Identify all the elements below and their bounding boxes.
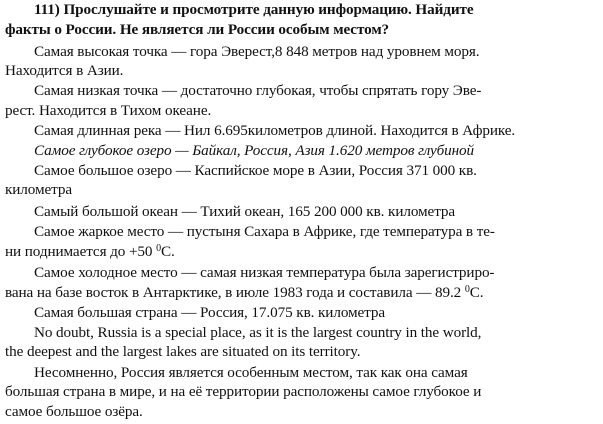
fact-hottest-place: Самое жаркое место — пустыня Сахара в Африке, где температура в те- xyxy=(34,222,495,240)
fact-largest-country: Самая большая страна — Россия, 17.075 кв. километра xyxy=(34,303,386,321)
hottest-temperature-text: ни поднимается до +50 xyxy=(5,242,157,260)
coldest-temperature-text: вана на базе восток в Антарктике, в июле 1983 года и составила — 89.2 xyxy=(5,284,465,301)
conclusion-line-1: Несомненно, Россия является особенным местом, так как она самая xyxy=(34,363,468,381)
degree-mark: 0 xyxy=(156,242,162,254)
exercise-heading-line-2: факты о России. Не является ли России особым местом? xyxy=(5,20,390,38)
exercise-number: 111) xyxy=(34,1,60,18)
fact-lowest-point: Самая низкая точка — достаточно глубокая, чтобы спрятать гору Эве- xyxy=(34,82,482,99)
fact-largest-ocean: Самый большой океан — Тихий океан, 165 200 000 кв. километра xyxy=(34,202,456,220)
english-paragraph-line-1: No doubt, Russia is a special place, as it is the largest country in the world, xyxy=(34,323,482,341)
degree-mark: 0 xyxy=(464,284,470,295)
celsius-unit: C. xyxy=(469,284,484,301)
fact-largest-lake: Самое большое озеро — Каспийское море в Азии, Россия 371 000 кв. xyxy=(34,161,477,179)
celsius-unit: C. xyxy=(161,242,175,260)
fact-hottest-place-cont xyxy=(5,242,175,261)
exercise-heading-text: Прослушайте и просмотрите данную информацию. Найдите xyxy=(63,1,474,18)
fact-largest-lake-cont: километра xyxy=(5,181,72,198)
fact-lowest-point-cont: рест. Находится в Тихом океане. xyxy=(5,101,212,119)
conclusion-line-3: самое большое озёра. xyxy=(5,402,143,420)
english-paragraph-line-2: the deepest and the largest lakes are situated on its territory. xyxy=(5,343,361,360)
fact-highest-point-cont: Находится в Азии. xyxy=(5,62,124,79)
fact-coldest-place: Самое холодное место — самая низкая температура была зарегистриро- xyxy=(34,264,495,281)
fact-longest-river: Самая длинная река — Нил 6.695километров длиной. Находится в Африке. xyxy=(34,121,516,139)
conclusion-line-2: большая страна в мире, и на её территории расположены самое глубокое и xyxy=(5,383,482,400)
fact-coldest-place-cont xyxy=(5,283,484,302)
exercise-heading-line-1 xyxy=(34,0,474,19)
fact-highest-point: Самая высокая точка — гора Эверест,8 848 метров над уровнем моря. xyxy=(34,42,480,60)
fact-deepest-lake: Самое глубокое озеро — Байкал, Россия, Азия 1.620 метров глубиной xyxy=(34,141,475,159)
